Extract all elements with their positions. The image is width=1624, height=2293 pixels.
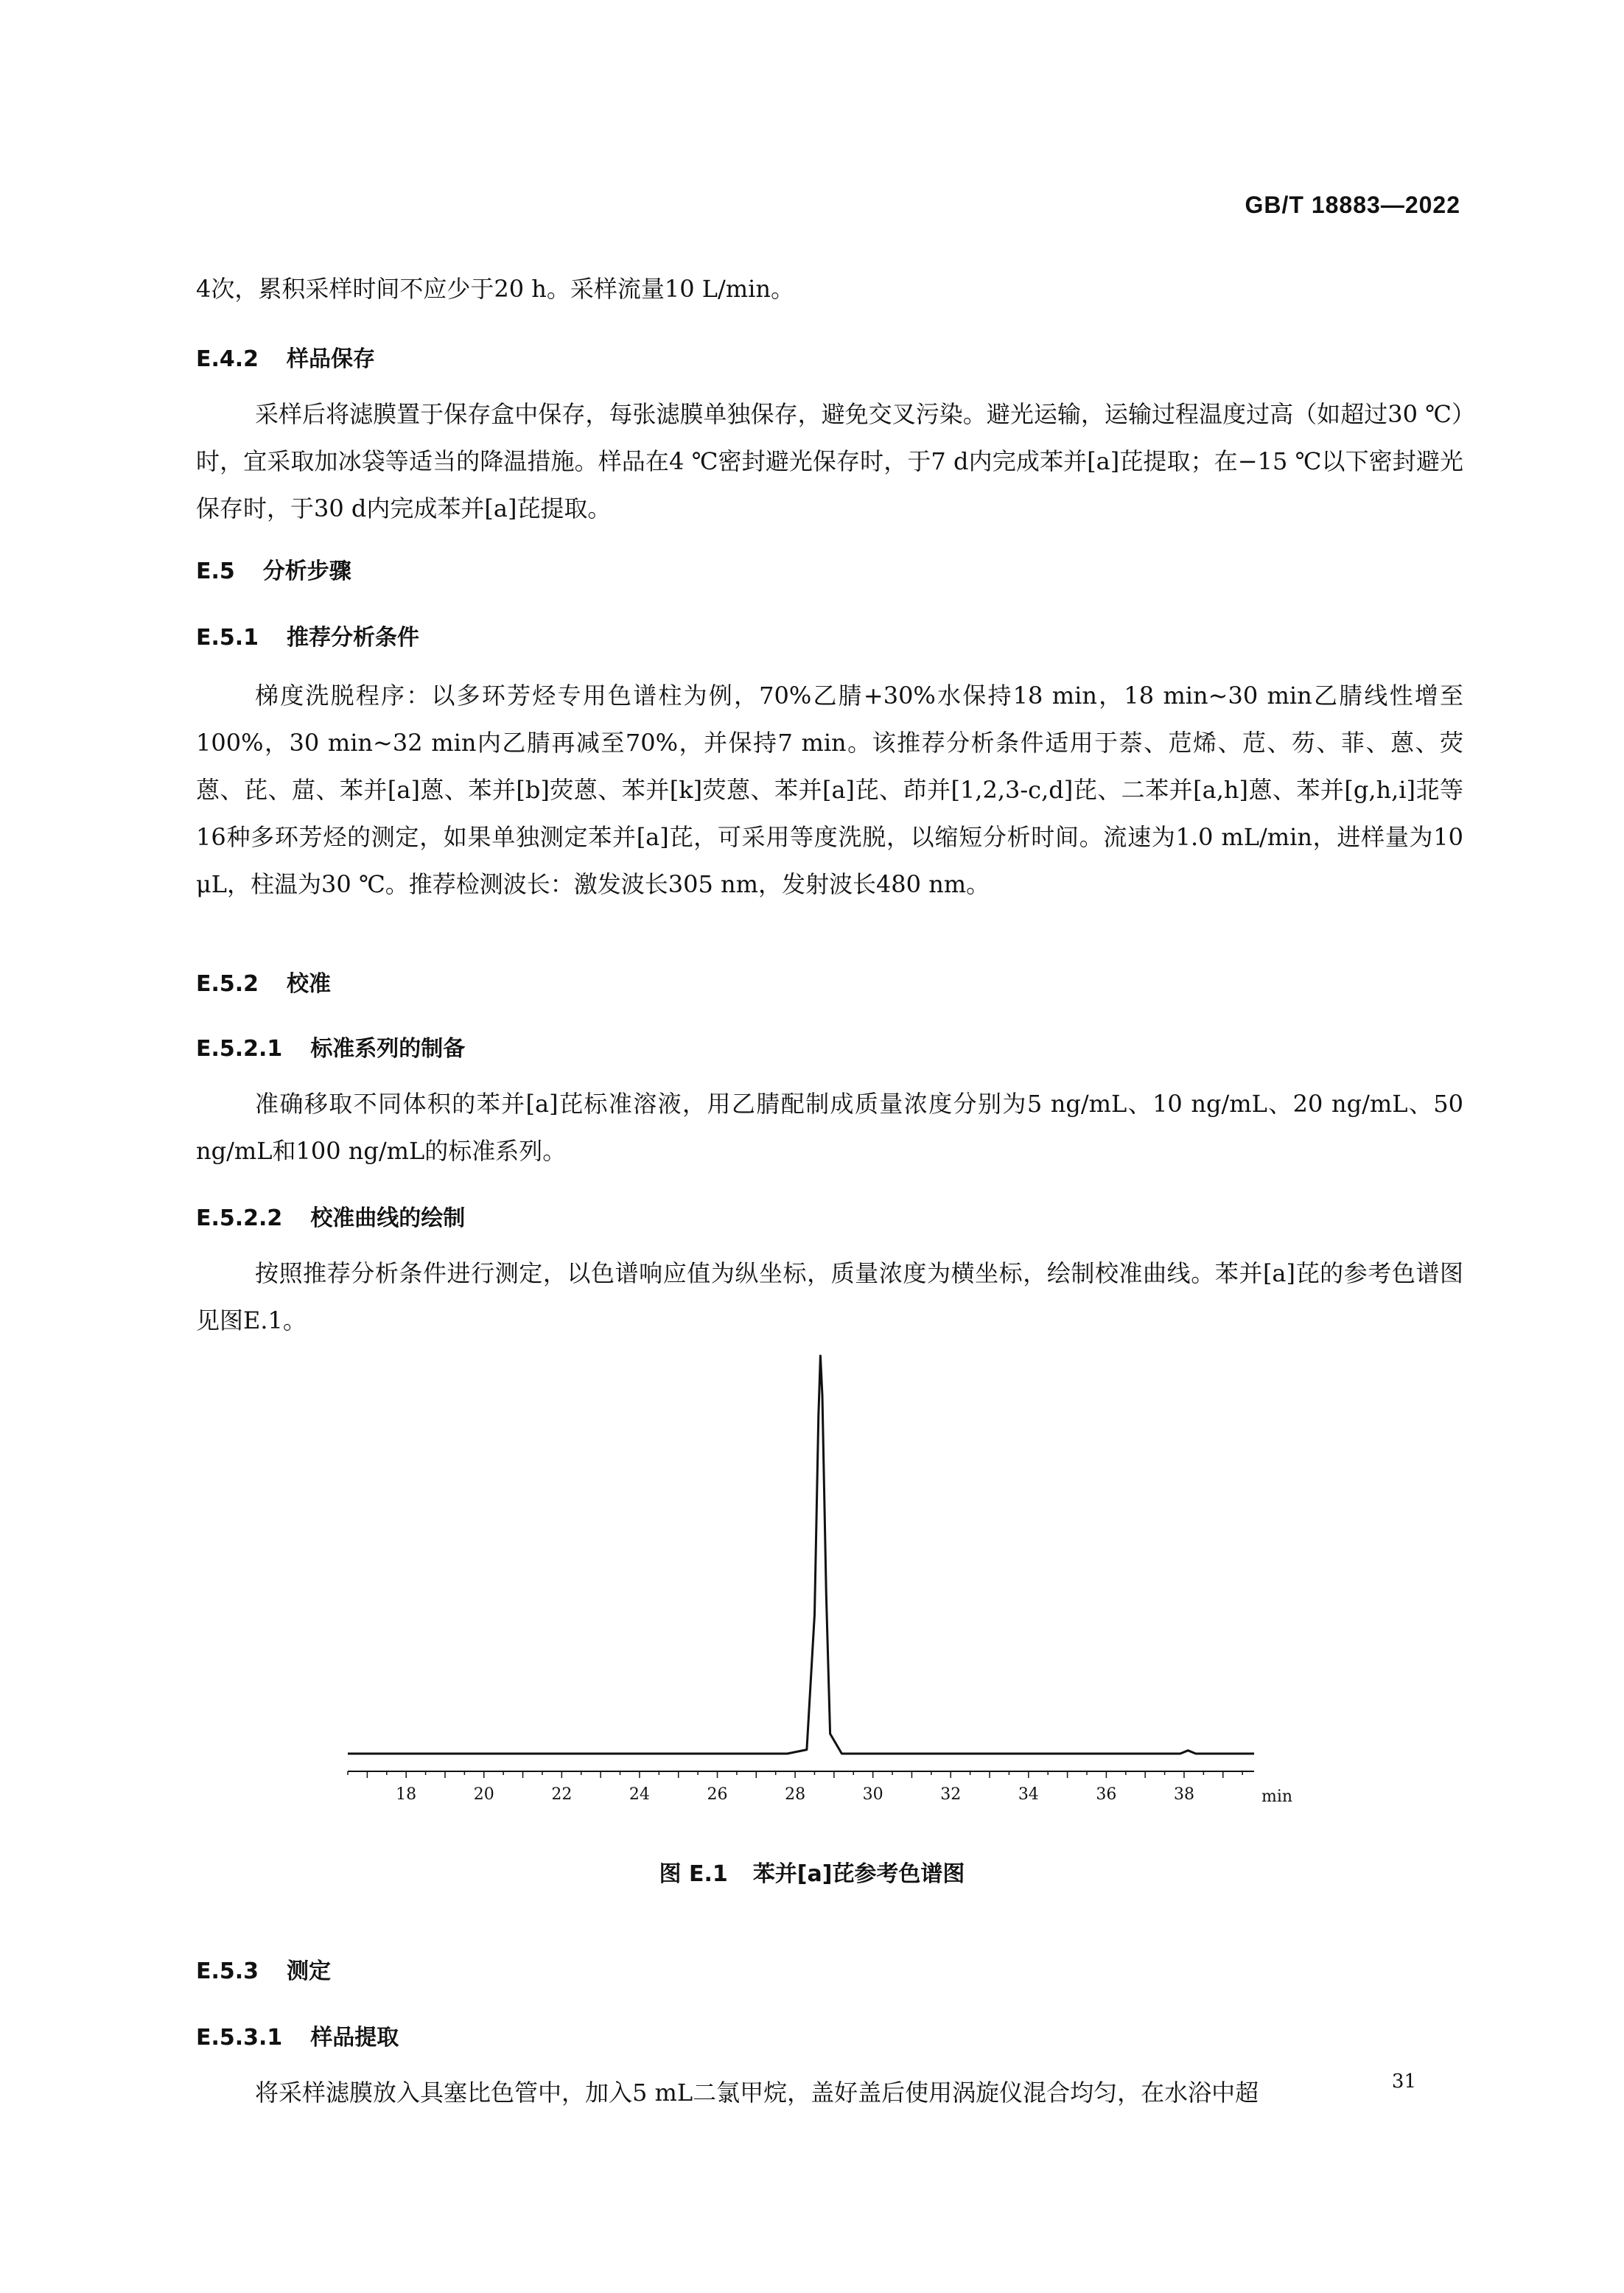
standard-number: GB/T 18883—2022 <box>1245 192 1460 218</box>
x-tick-label: 18 <box>396 1785 417 1804</box>
x-tick-label: 36 <box>1096 1785 1117 1804</box>
x-tick-label: 26 <box>707 1785 728 1804</box>
section-title: 校准 <box>287 971 332 997</box>
x-tick-label: 38 <box>1173 1785 1194 1804</box>
paragraph: 4次，累积采样时间不应少于20 h。采样流量10 L/min。 <box>196 275 794 303</box>
chart-tick-labels <box>396 1785 1194 1804</box>
paragraph: 梯度洗脱程序：以多环芳烃专用色谱柱为例，70%乙腈+30%水保持18 min，18 min~30 min乙腈线性增至100%，30 min~32 min内乙腈再减至70%，并保持7 min。该推荐分析条件适用于萘、苊烯、苊、芴、菲、蒽、荧蒽、芘、䓛、苯并[a]蒽、苯并[b]荧蒽、苯并[k]荧蒽、苯并[a]芘、茚并[1,2,3-c,d]芘、二苯并[a,h]蒽、苯并[g,h,i]苝等16种多环芳烃的测定，如果单独测定苯并[a]芘，可采用等度洗脱，以缩短分析时间。流速为1.0 mL/min，进样量为10 μL，柱温为30 ℃。推荐检测波长：激发波长305 nm，发射波长480 nm。 <box>196 682 1463 898</box>
section-number: E.5.2.1 <box>196 1036 283 1062</box>
page-number: 31 <box>1391 2070 1416 2093</box>
section-title: 标准系列的制备 <box>310 1036 466 1062</box>
chromatogram-trace <box>348 1356 1254 1754</box>
x-tick-label: 24 <box>629 1785 650 1804</box>
x-tick-label: 20 <box>473 1785 494 1804</box>
section-title: 样品保存 <box>287 346 376 372</box>
section-number: E.5.2.2 <box>196 1205 283 1231</box>
chart-series <box>348 1356 1254 1754</box>
section-title: 测定 <box>287 1958 332 1984</box>
section-number: E.5.3.1 <box>196 2025 283 2051</box>
section-number: E.5.1 <box>196 625 259 651</box>
paragraph: 采样后将滤膜置于保存盒中保存，每张滤膜单独保存，避免交叉污染。避光运输，运输过程温度过高（如超过30 ℃）时，宜采取加冰袋等适当的降温措施。样品在4 ℃密封避光保存时，于7 d内完成苯并[a]芘提取；在−15 ℃以下密封避光保存时，于30 d内完成苯并[a]芘提取。 <box>196 400 1463 522</box>
x-tick-label: 22 <box>551 1785 573 1804</box>
paragraph: 将采样滤膜放入具塞比色管中，加入5 mL二氯甲烷，盖好盖后使用涡旋仪混合均匀，在水浴中超 <box>255 2079 1259 2107</box>
section-number: E.5 <box>196 559 235 584</box>
figure-caption <box>0 1855 1624 1888</box>
chart-ticks <box>348 1771 1242 1778</box>
section-heading <box>196 2019 399 2051</box>
section-number: E.4.2 <box>196 346 259 372</box>
section-heading <box>196 1953 331 1985</box>
paragraph: 按照推荐分析条件进行测定，以色谱响应值为纵坐标，质量浓度为横坐标，绘制校准曲线。苯并[a]芘的参考色谱图见图E.1。 <box>196 1259 1463 1334</box>
section-number: E.5.2 <box>196 971 259 997</box>
x-axis-unit-label: min <box>1261 1788 1293 1806</box>
figure-number: 图 E.1 <box>659 1861 728 1887</box>
x-tick-label: 28 <box>785 1785 806 1804</box>
x-tick-label: 32 <box>940 1785 962 1804</box>
x-tick-label: 30 <box>862 1785 883 1804</box>
paragraph: 准确移取不同体积的苯并[a]芘标准溶液，用乙腈配制成质量浓度分别为5 ng/mL、10 ng/mL、20 ng/mL、50 ng/mL和100 ng/mL的标准系列。 <box>196 1090 1463 1165</box>
section-number: E.5.3 <box>196 1958 259 1984</box>
x-tick-label: 34 <box>1018 1785 1039 1804</box>
section-title: 推荐分析条件 <box>287 625 420 651</box>
section-title: 校准曲线的绘制 <box>310 1205 466 1231</box>
section-title: 分析步骤 <box>262 559 351 584</box>
section-title: 样品提取 <box>310 2025 399 2051</box>
figure-title: 苯并[a]芘参考色谱图 <box>752 1861 965 1887</box>
